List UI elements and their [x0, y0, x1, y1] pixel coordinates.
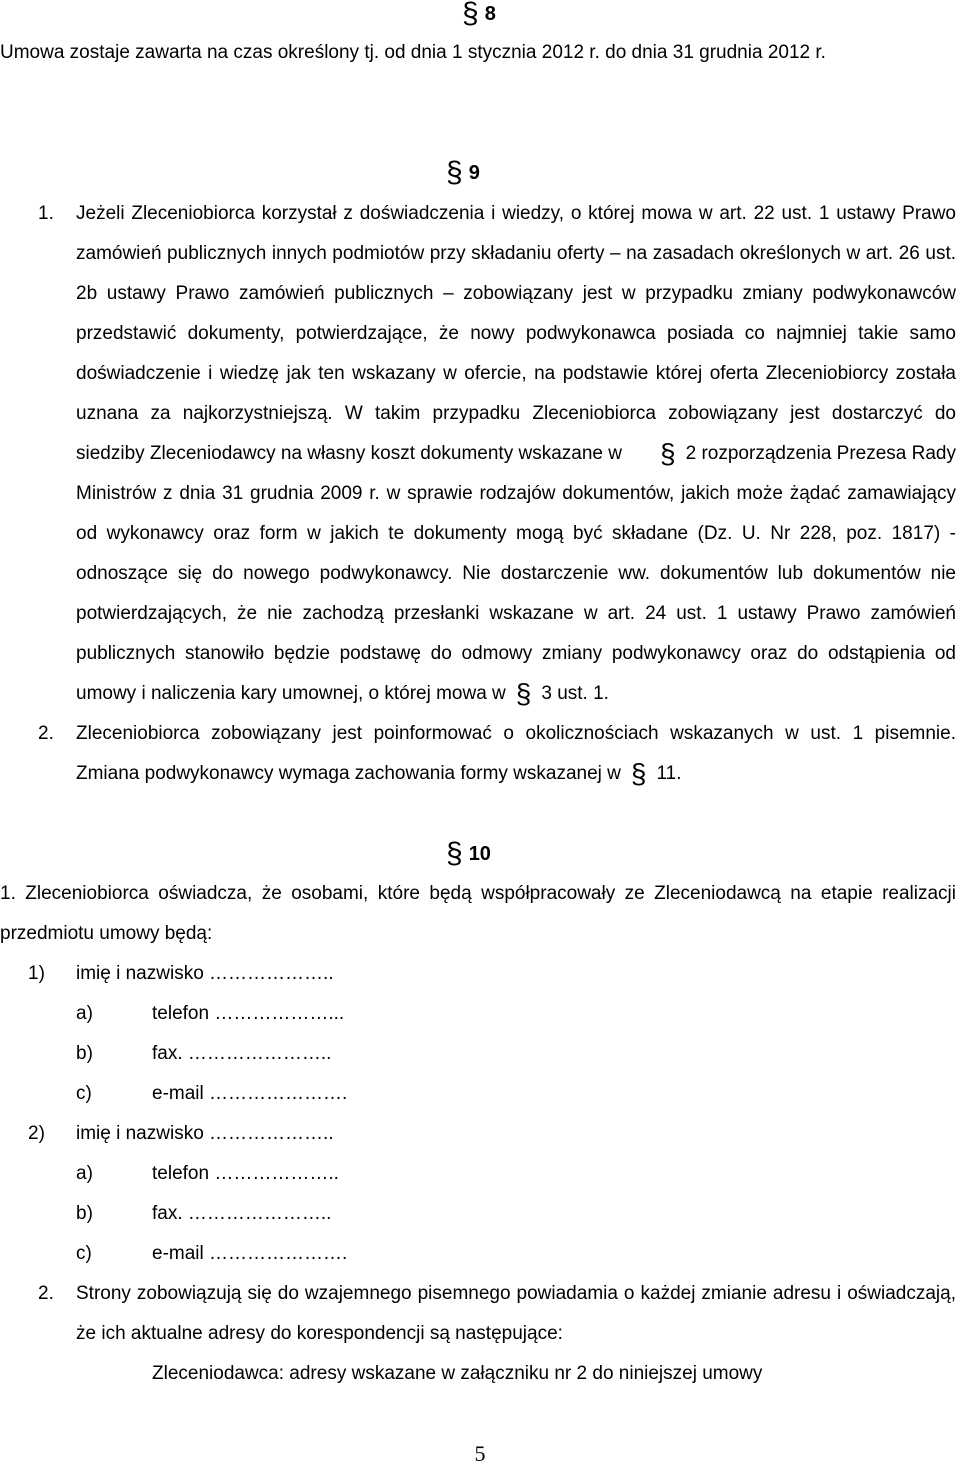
paragraph-line: doświadczenie i wiedzę jak ten wskazany w ofercie, na podstawie której oferta Zleceniobiorcy została [76, 363, 956, 384]
paragraph-line: 2b ustawy Prawo zamówień publicznych – zobowiązany jest w przypadku zmiany podwykonawców [76, 283, 956, 304]
section-symbol: § [630, 758, 647, 789]
paragraph-line: Zleceniodawca: adresy wskazane w załączniku nr 2 do niniejszej umowy [152, 1363, 763, 1384]
section-9-heading: § 9 [446, 156, 480, 189]
section-symbol: § [462, 0, 479, 30]
email-field: e-mail …………………. [152, 1083, 348, 1104]
section-8-heading: § 8 [462, 2, 496, 26]
contact-letter: a) [76, 1003, 93, 1024]
section-10-heading: § 10 [446, 837, 491, 870]
contact-letter: c) [76, 1243, 92, 1264]
email-field: e-mail …………………. [152, 1243, 348, 1264]
contact-letter: b) [76, 1203, 93, 1224]
phone-field: telefon ………………... [152, 1003, 345, 1024]
paragraph-line: 1. Zleceniobiorca oświadcza, że osobami, które będą współpracowały ze Zleceniodawcą na etapie realizacji [0, 883, 956, 904]
section-symbol: § [446, 156, 463, 189]
paragraph-line: Zmiana podwykonawcy wymaga zachowania formy wskazanej w § 11. [76, 758, 682, 789]
paragraph-line: publicznych stanowiło będzie podstawę do odmowy zmiany podwykonawcy oraz do odstąpienia od [76, 643, 956, 664]
paragraph-line: uznana za najkorzystniejszą. W takim przypadku Zleceniobiorca zobowiązany jest dostarczyć do [76, 403, 956, 424]
paragraph-line: potwierdzających, że nie zachodzą przesłanki wskazane w art. 24 ust. 1 ustawy Prawo zamówień [76, 603, 956, 624]
paragraph-line: Ministrów z dnia 31 grudnia 2009 r. w sprawie rodzajów dokumentów, jakich może żądać zamawiający [76, 483, 956, 504]
item-number: 2. [38, 1283, 54, 1304]
contact-letter: a) [76, 1163, 93, 1184]
paragraph-line: Jeżeli Zleceniobiorca korzystał z doświadczenia i wiedzy, o której mowa w art. 22 ust. 1 ustawy Prawo [76, 203, 956, 224]
paragraph-line: Strony zobowiązują się do wzajemnego pisemnego powiadamia o każdej zmianie adresu i oświadczają, [76, 1283, 956, 1304]
page-number: 5 [474, 1441, 486, 1466]
paragraph-line: od wykonawcy oraz form w jakich te dokumenty mogą być składane (Dz. U. Nr 228, poz. 1817) - [76, 523, 956, 544]
fax-field: fax. ………………….. [152, 1203, 332, 1224]
item-number: 2. [38, 723, 54, 744]
paragraph-line: umowy i naliczenia kary umownej, o której mowa w § 3 ust. 1. [76, 678, 609, 709]
person-name-field: imię i nazwisko ……………….. [76, 1123, 334, 1144]
person-number: 1) [28, 963, 45, 984]
paragraph-line: zamówień publicznych innych podmiotów przy składaniu oferty – na zasadach określonych w art. 26 ust. [76, 243, 956, 264]
person-number: 2) [28, 1123, 45, 1144]
section-symbol: § [660, 438, 676, 469]
section-8-text: Umowa zostaje zawarta na czas określony tj. od dnia 1 stycznia 2012 r. do dnia 31 grudnia 2012 r. [0, 42, 826, 63]
paragraph-line: siedziby Zleceniodawcy na własny koszt dokumenty wskazane w § 2 rozporządzenia Prezesa Rady [76, 438, 956, 469]
contact-letter: b) [76, 1043, 93, 1064]
person-name-field: imię i nazwisko ……………….. [76, 963, 334, 984]
item-number: 1. [38, 203, 54, 224]
paragraph-line: Zleceniobiorca zobowiązany jest poinformować o okolicznościach wskazanych w ust. 1 pisemnie. [76, 723, 956, 744]
section-symbol: § [515, 678, 532, 709]
section-symbol: § [446, 837, 463, 870]
paragraph-line: przedmiotu umowy będą: [0, 923, 213, 944]
phone-field: telefon ……………….. [152, 1163, 339, 1184]
paragraph-line: odnoszące się do nowego podwykonawcy. Nie dostarczenie ww. dokumentów lub dokumentów nie [76, 563, 956, 584]
paragraph-line: przedstawić dokumenty, potwierdzające, że nowy podwykonawca posiada co najmniej takie samo [76, 323, 956, 344]
paragraph-line: że ich aktualne adresy do korespondencji są następujące: [76, 1323, 563, 1344]
contact-letter: c) [76, 1083, 92, 1104]
fax-field: fax. ………………….. [152, 1043, 332, 1064]
